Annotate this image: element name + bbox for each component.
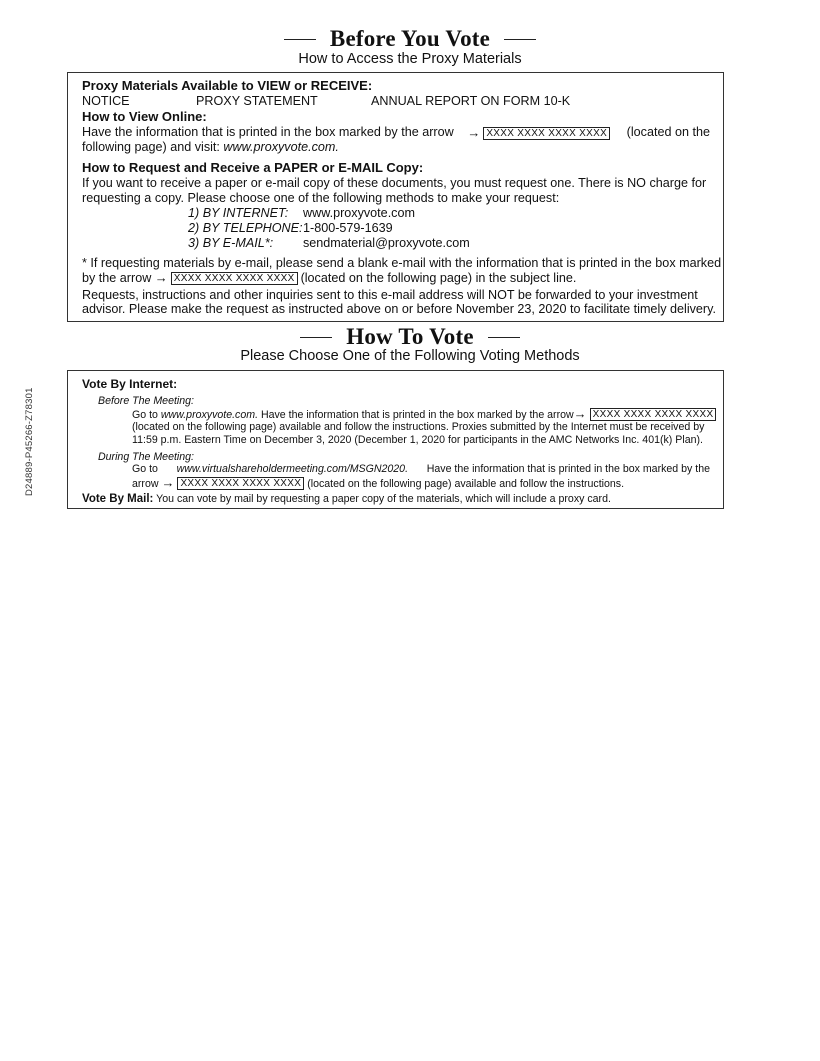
- control-number-box: XXXX XXXX XXXX XXXX: [177, 477, 304, 490]
- method-internet-label: 1) BY INTERNET:: [188, 206, 289, 220]
- control-number-box: XXXX XXXX XXXX XXXX: [171, 272, 298, 285]
- before-meeting-line3: 11:59 p.m. Eastern Time on December 3, 2020 (December 1, 2020 for participants in the AMC Networks Inc. 401(k) Plan).: [132, 434, 703, 446]
- before-meeting-label: Before The Meeting:: [98, 395, 194, 407]
- how-to-vote-header: [0, 324, 820, 350]
- during-go-to: Go to: [132, 463, 158, 475]
- footnote-line1: * If requesting materials by e-mail, please send a blank e-mail with the information that is printed in the box marked: [82, 256, 722, 270]
- during-arrow-word: arrow: [132, 478, 159, 490]
- method-telephone-label: 2) BY TELEPHONE:: [188, 221, 303, 235]
- before-you-vote-subtitle: How to Access the Proxy Materials: [298, 51, 522, 67]
- note-line2: advisor. Please make the request as instructed above on or before November 23, 2020 to facilitate timely delivery.: [82, 302, 716, 316]
- before-go-to: Go to: [132, 409, 158, 421]
- arrow-icon: →: [154, 270, 168, 285]
- method-email-value[interactable]: sendmaterial@proxyvote.com: [303, 236, 470, 250]
- method-telephone-value[interactable]: 1-800-579-1639: [303, 221, 393, 235]
- during-located: (located on the following page) available and follow the instructions.: [307, 478, 625, 490]
- document-id-code: D24889-P45266-Z78301: [24, 387, 35, 496]
- view-online-located: (located on the: [626, 125, 710, 139]
- how-to-vote-subtitle: Please Choose One of the Following Voting Methods: [240, 348, 580, 364]
- request-text-line1: If you want to receive a paper or e-mail copy of these documents, you must request one. There is NO charge for: [82, 176, 707, 190]
- control-number-box: XXXX XXXX XXXX XXXX: [483, 127, 610, 140]
- during-meeting-line2: [132, 475, 624, 492]
- view-online-heading: How to View Online:: [82, 109, 207, 124]
- proxyvote-link[interactable]: www.proxyvote.com.: [160, 409, 259, 421]
- heading-rule-right: [504, 39, 536, 40]
- before-have-info: Have the information that is printed in the box marked by the arrow: [260, 409, 574, 421]
- vote-by-mail-line: [82, 492, 611, 507]
- method-internet-value[interactable]: www.proxyvote.com: [303, 206, 415, 220]
- during-meeting-label: During The Meeting:: [98, 451, 194, 463]
- voting-methods-box: [67, 370, 724, 509]
- material-notice: NOTICE: [82, 94, 130, 108]
- proxyvote-link[interactable]: www.proxyvote.com.: [223, 140, 339, 154]
- vote-by-mail-text: You can vote by mail by requesting a paper copy of the materials, which will include a proxy card.: [156, 493, 611, 505]
- request-text-line2: requesting a copy. Please choose one of the following methods to make your request:: [82, 191, 560, 205]
- footnote-subject: (located on the following page) in the subject line.: [300, 271, 577, 285]
- view-online-text: Have the information that is printed in the box marked by the arrow: [82, 125, 454, 139]
- view-online-following: following page) and visit:: [82, 140, 220, 154]
- before-meeting-line2: (located on the following page) available and follow the instructions. Proxies submitted by the Internet must be received by: [132, 421, 705, 433]
- material-proxy-statement: PROXY STATEMENT: [196, 94, 318, 108]
- view-online-text-line1: [82, 125, 710, 141]
- control-number-box: XXXX XXXX XXXX XXXX: [590, 408, 717, 421]
- arrow-icon: →: [573, 406, 587, 421]
- heading-rule-right: [488, 337, 520, 338]
- view-online-text-line2: [82, 140, 339, 155]
- footnote-by-arrow: by the arrow: [82, 271, 152, 285]
- virtual-meeting-link[interactable]: www.virtualshareholdermeeting.com/MSGN2020.: [176, 463, 409, 475]
- vote-by-internet-heading: Vote By Internet:: [82, 377, 178, 391]
- arrow-icon: →: [467, 125, 481, 140]
- request-heading: How to Request and Receive a PAPER or E-MAIL Copy:: [82, 160, 424, 175]
- heading-rule-left: [300, 337, 332, 338]
- during-have-info: Have the information that is printed in the box marked by the: [426, 463, 710, 475]
- materials-heading: Proxy Materials Available to VIEW or RECEIVE:: [82, 78, 373, 93]
- material-annual-report: ANNUAL REPORT ON FORM 10-K: [371, 94, 571, 108]
- vote-by-mail-heading: Vote By Mail:: [82, 493, 154, 505]
- note-line1: Requests, instructions and other inquiries sent to this e-mail address will NOT be forwarded to your investment: [82, 288, 698, 302]
- before-you-vote-header: [0, 26, 820, 52]
- footnote-line2: [82, 270, 576, 286]
- method-email-label: 3) BY E-MAIL*:: [188, 236, 274, 250]
- proxy-materials-box: [67, 72, 724, 322]
- heading-rule-left: [284, 39, 316, 40]
- before-you-vote-title: Before You Vote: [329, 26, 491, 51]
- arrow-icon: →: [161, 475, 175, 490]
- how-to-vote-title: How To Vote: [346, 324, 474, 349]
